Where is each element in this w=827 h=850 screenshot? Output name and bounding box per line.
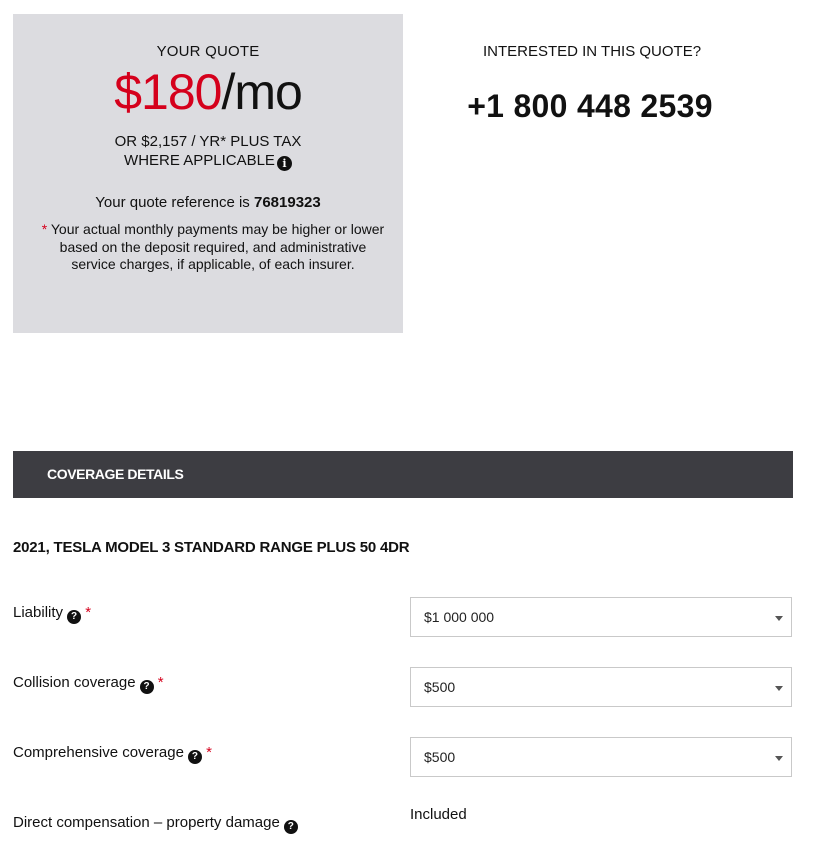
required-asterisk: *: [206, 744, 212, 761]
question-circle-icon[interactable]: ?: [284, 820, 298, 834]
liability-label-row: [13, 604, 91, 624]
yearly-line-2: WHERE APPLICABLE: [124, 152, 275, 169]
info-circle-icon[interactable]: i: [277, 156, 292, 171]
collision-value: $500: [424, 679, 456, 695]
liability-value: $1 000 000: [424, 609, 495, 625]
liability-label: Liability: [13, 604, 64, 621]
yearly-line-1: OR $2,157 / YR* PLUS TAX: [114, 133, 302, 150]
chevron-down-icon: [775, 616, 783, 621]
quote-heading: YOUR QUOTE: [156, 43, 260, 60]
quote-disclaimer: [38, 221, 388, 274]
chevron-down-icon: [775, 756, 783, 761]
quote-panel: [13, 14, 403, 333]
comprehensive-label-row: [13, 744, 212, 764]
monthly-amount: $180: [114, 64, 222, 120]
question-circle-icon[interactable]: ?: [67, 610, 81, 624]
liability-select[interactable]: [410, 597, 792, 637]
direct-compensation-value: Included: [410, 806, 467, 823]
quote-yearly-price: [13, 132, 403, 171]
question-circle-icon[interactable]: ?: [188, 750, 202, 764]
collision-label-row: [13, 674, 164, 694]
comprehensive-value: $500: [424, 749, 456, 765]
coverage-details-header: [13, 451, 793, 498]
collision-label: Collision coverage: [13, 674, 136, 691]
direct-compensation-label: Direct compensation – property damage: [13, 814, 280, 831]
vehicle-title: 2021, TESLA MODEL 3 STANDARD RANGE PLUS 50 4DR: [13, 539, 410, 556]
contact-heading: INTERESTED IN THIS QUOTE?: [482, 43, 702, 60]
disclaimer-asterisk: *: [41, 221, 48, 237]
quote-monthly-price: [13, 64, 403, 120]
disclaimer-text: Your actual monthly payments may be higher or lower based on the deposit required, and administrative service charges, if applicable, of each insurer.: [50, 221, 385, 272]
direct-compensation-label-row: [13, 814, 298, 834]
quote-reference-label: Your quote reference is: [95, 194, 250, 211]
chevron-down-icon: [775, 686, 783, 691]
quote-reference-number: 76819323: [253, 194, 321, 211]
quote-reference: [13, 194, 403, 211]
required-asterisk: *: [157, 674, 164, 691]
monthly-unit: /mo: [221, 64, 302, 120]
collision-select[interactable]: [410, 667, 792, 707]
yearly-line-2-wrap: [13, 151, 403, 171]
required-asterisk: *: [85, 604, 92, 621]
coverage-details-title: COVERAGE DETAILS: [47, 466, 184, 482]
comprehensive-select[interactable]: [410, 737, 792, 777]
contact-phone-number[interactable]: +1 800 448 2539: [467, 88, 713, 124]
comprehensive-label: Comprehensive coverage: [13, 744, 184, 761]
question-circle-icon[interactable]: ?: [140, 680, 154, 694]
